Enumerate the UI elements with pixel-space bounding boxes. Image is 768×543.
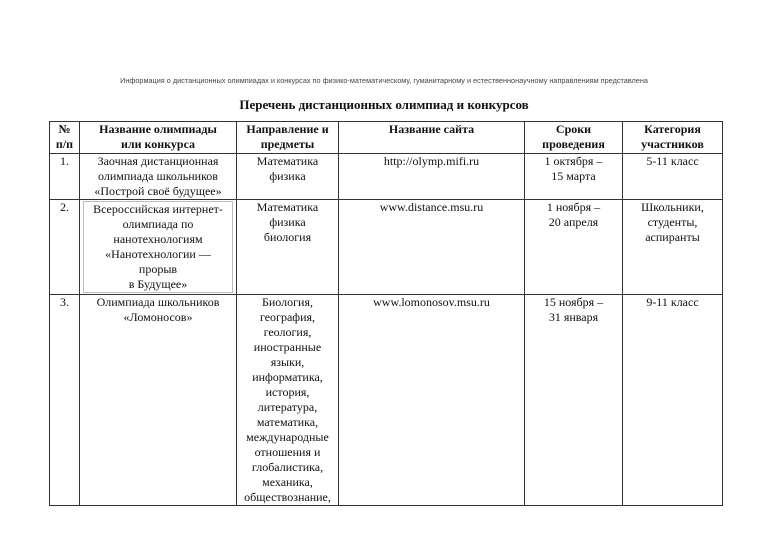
olympiad-subjects: Математика физика биология	[237, 200, 339, 295]
header-number: № п/п	[50, 122, 80, 154]
olympiad-dates: 1 октября – 15 марта	[525, 154, 623, 200]
header-category: Категория участников	[623, 122, 723, 154]
olympiad-site: www.lomonosov.msu.ru	[339, 295, 525, 506]
olympiad-dates: 15 ноября – 31 января	[525, 295, 623, 506]
table-row	[50, 154, 723, 200]
header-name: Название олимпиады или конкурса	[80, 122, 237, 154]
olympiad-site: http://olymp.mifi.ru	[339, 154, 525, 200]
name-text-box: Всероссийская интернет- олимпиада по нанотехнологиям «Нанотехнологии — прорыв в Будущее»	[83, 201, 233, 293]
olympiad-name	[80, 200, 237, 295]
olympiad-category: 5-11 класс	[623, 154, 723, 200]
olympiad-site: www.distance.msu.ru	[339, 200, 525, 295]
olympiad-category: 9-11 класс	[623, 295, 723, 506]
page-title: Перечень дистанционных олимпиад и конкурсов	[239, 97, 529, 112]
table-row	[50, 200, 723, 295]
header-dates: Сроки проведения	[525, 122, 623, 154]
table-row	[50, 295, 723, 506]
header-subjects: Направление и предметы	[237, 122, 339, 154]
olympiad-name: Олимпиада школьников «Ломоносов»	[80, 295, 237, 506]
olympiad-name: Заочная дистанционная олимпиада школьников «Построй своё будущее»	[80, 154, 237, 200]
olympiad-table	[49, 121, 723, 506]
info-note: Информация о дистанционных олимпиадах и конкурсах по физико-математическому, гуманитарному и естественнонаучному направлениям представлена	[120, 76, 648, 85]
table-header-row	[50, 122, 723, 154]
olympiad-subjects: Биология, география, геология, иностранные языки, информатика, история, литература, математика, международные отношения и глобалистика, механика, обществознание,	[237, 295, 339, 506]
row-number: 2.	[50, 200, 80, 295]
olympiad-dates: 1 ноября – 20 апреля	[525, 200, 623, 295]
row-number: 1.	[50, 154, 80, 200]
olympiad-subjects: Математика физика	[237, 154, 339, 200]
header-site: Название сайта	[339, 122, 525, 154]
olympiad-category: Школьники, студенты, аспиранты	[623, 200, 723, 295]
row-number: 3.	[50, 295, 80, 506]
